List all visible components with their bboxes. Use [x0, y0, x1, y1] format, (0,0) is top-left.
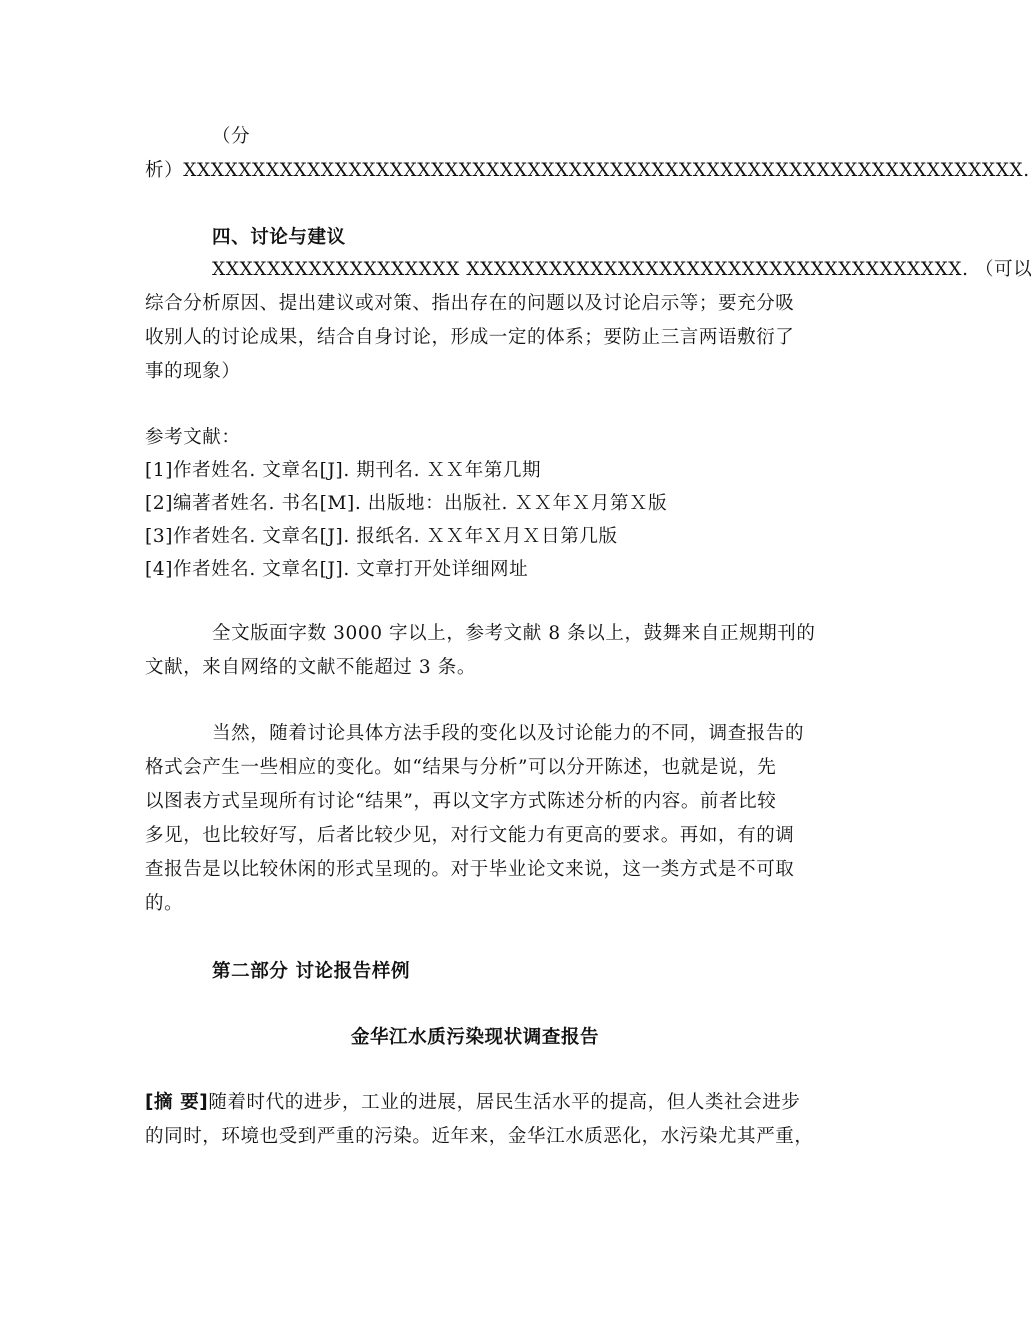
- reference-item-1: [1]作者姓名. 文章名[J]. 期刊名. ＸＸ年第几期: [145, 460, 542, 481]
- analysis-line-2: 析）XXXXXXXXXXXXXXXXXXXXXXXXXXXXXXXXXXXXXXXXXXXXXXXXXXXXXXXXXXXXX.: [145, 160, 1030, 181]
- discussion-line-1: XXXXXXXXXXXXXXXXXX XXXXXXXXXXXXXXXXXXXXXXXXXXXXXXXXXXXX. （可以: [212, 259, 1032, 280]
- reference-item-3: [3]作者姓名. 文章名[J]. 报纸名. ＸＸ年Ｘ月Ｘ日第几版: [145, 526, 618, 547]
- note-line-6: 的。: [145, 893, 184, 914]
- reference-item-4: [4]作者姓名. 文章名[J]. 文章打开处详细网址: [145, 559, 529, 580]
- requirements-line-1: 全文版面字数 3000 字以上，参考文献 8 条以上，鼓舞来自正规期刊的: [212, 623, 816, 644]
- abstract-label: [摘 要]: [145, 1092, 209, 1113]
- note-line-4: 多见，也比较好写，后者比较少见，对行文能力有更高的要求。再如，有的调: [145, 825, 795, 846]
- abstract-line-2: 的同时，环境也受到严重的污染。近年来，金华江水质恶化，水污染尤其严重，: [145, 1126, 814, 1147]
- reference-item-2: [2]编著者姓名. 书名[M]. 出版地：出版社. ＸＸ年Ｘ月第Ｘ版: [145, 493, 668, 514]
- section-heading-discussion: 四、讨论与建议: [212, 227, 346, 248]
- discussion-line-2: 综合分析原因、提出建议或对策、指出存在的问题以及讨论启示等；要充分吸: [145, 293, 795, 314]
- discussion-line-3: 收别人的讨论成果，结合自身讨论，形成一定的体系；要防止三言两语敷衍了: [145, 327, 795, 348]
- note-line-2: 格式会产生一些相应的变化。如“结果与分析”可以分开陈述，也就是说，先: [145, 757, 777, 778]
- note-line-1: 当然，随着讨论具体方法手段的变化以及讨论能力的不同，调查报告的: [212, 723, 805, 744]
- discussion-line-4: 事的现象）: [145, 361, 241, 382]
- report-title: 金华江水质污染现状调查报告: [350, 1027, 600, 1048]
- abstract-text-1: 随着时代的进步，工业的进展，居民生活水平的提高，但人类社会进步: [208, 1092, 801, 1113]
- analysis-line-1: （分: [212, 126, 251, 147]
- part-two-heading: 第二部分 讨论报告样例: [212, 961, 411, 982]
- requirements-line-2: 文献，来自网络的文献不能超过 3 条。: [145, 657, 476, 678]
- references-label: 参考文献：: [145, 427, 241, 448]
- note-line-5: 查报告是以比较休闲的形式呈现的。对于毕业论文来说，这一类方式是不可取: [145, 859, 795, 880]
- note-line-3: 以图表方式呈现所有讨论“结果”，再以文字方式陈述分析的内容。前者比较: [145, 791, 777, 812]
- abstract-line-1: [145, 1091, 800, 1115]
